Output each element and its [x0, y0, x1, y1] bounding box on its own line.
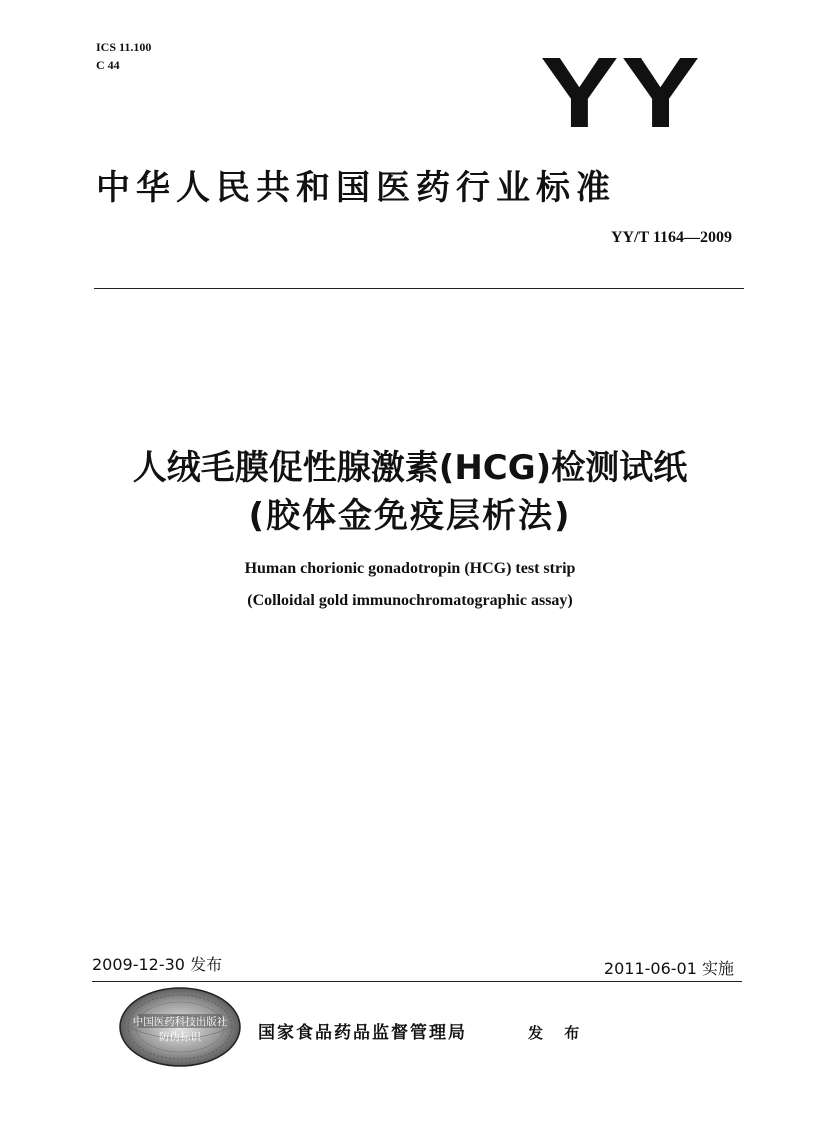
seal-text-line2: 防伪标识 — [159, 1031, 201, 1043]
ccs-code: C 44 — [96, 58, 120, 72]
classification-codes — [96, 38, 151, 74]
title-zh-line2: (胶体金免疫层析法) — [248, 496, 572, 536]
top-divider — [94, 288, 744, 289]
anti-counterfeit-seal — [118, 986, 242, 1068]
ics-code: ICS 11.100 — [96, 40, 152, 54]
yy-logo: YY — [540, 37, 703, 149]
publish-action: 发 布 — [528, 1024, 588, 1042]
issue-date: 2009-12-30 发布 — [92, 955, 223, 974]
publisher-name: 国家食品药品监督管理局 — [258, 1023, 467, 1043]
title-zh-line1: 人绒毛膜促性腺激素(HCG)检测试纸 — [132, 448, 688, 488]
seal-text-line1: 中国医药科技出版社 — [132, 1016, 228, 1028]
title-en-line2: (Colloidal gold immunochromatographic assay) — [247, 592, 573, 609]
industry-standard-title: 中华人民共和国医药行业标准 — [96, 168, 616, 208]
implement-date: 2011-06-01 实施 — [603, 959, 734, 978]
bottom-divider — [92, 981, 742, 982]
title-en-line1: Human chorionic gonadotropin (HCG) test strip — [244, 560, 576, 577]
standard-number: YY/T 1164—2009 — [610, 229, 732, 246]
